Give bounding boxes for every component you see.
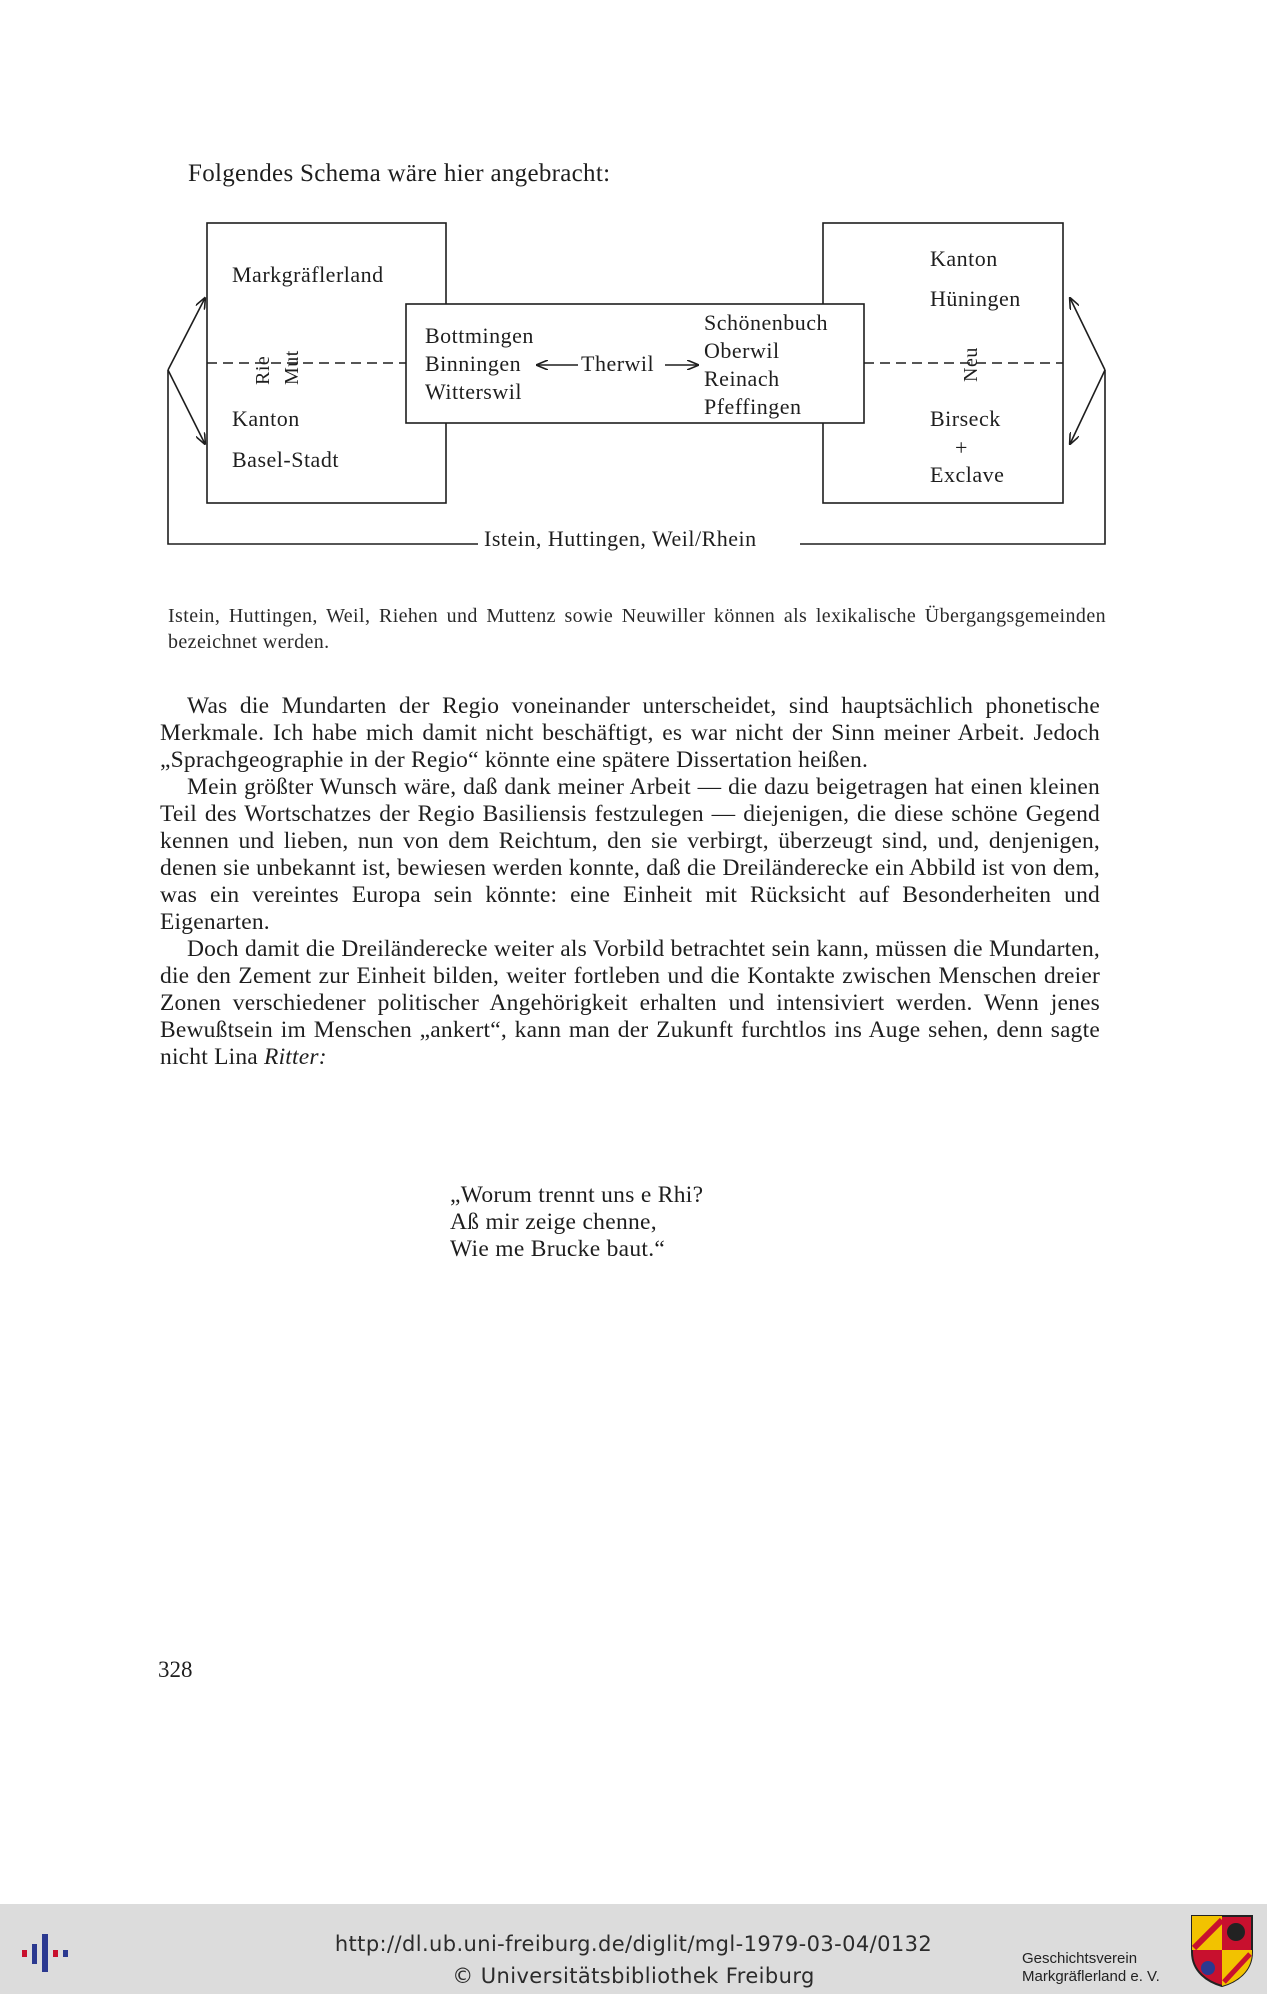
intro-line: Folgendes Schema wäre hier angebracht:	[188, 160, 611, 187]
paragraph-2: Mein größter Wunsch wäre, daß dank meiner Arbeit — die dazu beigetragen hat einen kleinen Teil des Wortschatzes der Regio Basiliensis festzulegen — diejenigen, die diese schöne Gegend kennen und lieben, nun von dem Reichtum, den sie verbirgt, überzeugt sind, und, denjenigen, denen sie unbekannt ist, bewiesen werden konnte, daß die Dreiländerecke ein Abbild ist von dem, was ein vereintes Europa sein könnte: eine Einheit mit Rücksicht auf Besonderheiten und Eigenarten.	[160, 774, 1100, 935]
label-oberwil: Oberwil	[704, 338, 780, 363]
label-therwil: Therwil	[581, 351, 655, 376]
label-pfeffingen: Pfeffingen	[704, 394, 802, 419]
left-arrow-down	[168, 370, 205, 444]
verse-block	[450, 1182, 703, 1263]
left-arrow-up	[168, 298, 205, 370]
society-line: Geschichtsverein	[1022, 1950, 1138, 1967]
verse-line: „Worum trennt uns e Rhi?	[450, 1182, 704, 1208]
label-exclave: Exclave	[930, 462, 1005, 487]
right-arrow-down	[1070, 370, 1105, 444]
label-witterswil: Witterswil	[425, 379, 522, 404]
document-url-link[interactable]: http://dl.ub.uni-freiburg.de/diglit/mgl-1979-03-04/0132	[334, 1932, 933, 1956]
copyright-text: © Universitätsbibliothek Freiburg	[452, 1964, 815, 1988]
label-bottom-line: Istein, Huttingen, Weil/Rhein	[484, 526, 757, 551]
viewer-footer	[0, 1904, 1267, 1994]
paragraph-3	[160, 936, 1100, 1071]
society-line: Markgräflerland e. V.	[1022, 1968, 1160, 1985]
paragraph-1: Was die Mundarten der Regio voneinander unterscheidet, sind hauptsächlich phonetische Merkmale. Ich habe mich damit nicht beschäftigt, es war nicht der Sinn meiner Arbeit. Jedoch „Sprachgeographie in der Regio“ könnte eine spätere Dissertation heißen.	[160, 693, 1100, 773]
verse-line: Wie me Brucke baut.“	[450, 1236, 666, 1262]
label-kanton-right: Kanton	[930, 246, 998, 271]
label-mut: Mut	[281, 350, 303, 385]
label-reinach: Reinach	[704, 366, 780, 391]
society-crest-icon[interactable]	[1188, 1912, 1256, 1988]
label-birseck: Birseck	[930, 406, 1001, 431]
paragraph-3-text: Doch damit die Dreiländerecke weiter als Vorbild betrachtet sein kann, müssen die Mundarten, die den Zement zur Einheit bilden, weiter fortleben und die Kontakte zwischen Menschen dreier Zonen verschiedener politischer Angehörigkeit erhalten und intensiviert werden. Wenn jenes Bewußtsein im Menschen „ankert“, kann man der Zukunft furchtlos ins Auge sehen, denn sagte nicht Lina	[160, 936, 1100, 1070]
diagram-caption: Istein, Huttingen, Weil, Riehen und Muttenz sowie Neuwiller können als lexikalische Übergangsgemeinden bezeichnet werden.	[168, 605, 1106, 653]
label-binningen: Binningen	[425, 351, 522, 376]
label-basel-stadt: Basel-Stadt	[232, 447, 339, 472]
label-hueningen: Hüningen	[930, 286, 1021, 311]
author-name: Ritter:	[264, 1044, 327, 1070]
label-plus: +	[955, 435, 968, 460]
body-text	[160, 693, 1100, 1071]
schema-diagram	[0, 0, 1267, 560]
label-kanton-left: Kanton	[232, 406, 300, 431]
society-name	[1022, 1950, 1160, 1986]
page-number: 328	[158, 1657, 193, 1682]
verse-line: Aß mir zeige chenne,	[450, 1209, 657, 1235]
label-bottmingen: Bottmingen	[425, 323, 534, 348]
label-markgraeflerland: Markgräflerland	[232, 262, 384, 287]
label-rie: Rie	[252, 355, 274, 385]
label-neu: Neu	[960, 347, 982, 382]
label-schoenenbuch: Schönenbuch	[704, 310, 829, 335]
right-arrow-up	[1070, 298, 1105, 370]
